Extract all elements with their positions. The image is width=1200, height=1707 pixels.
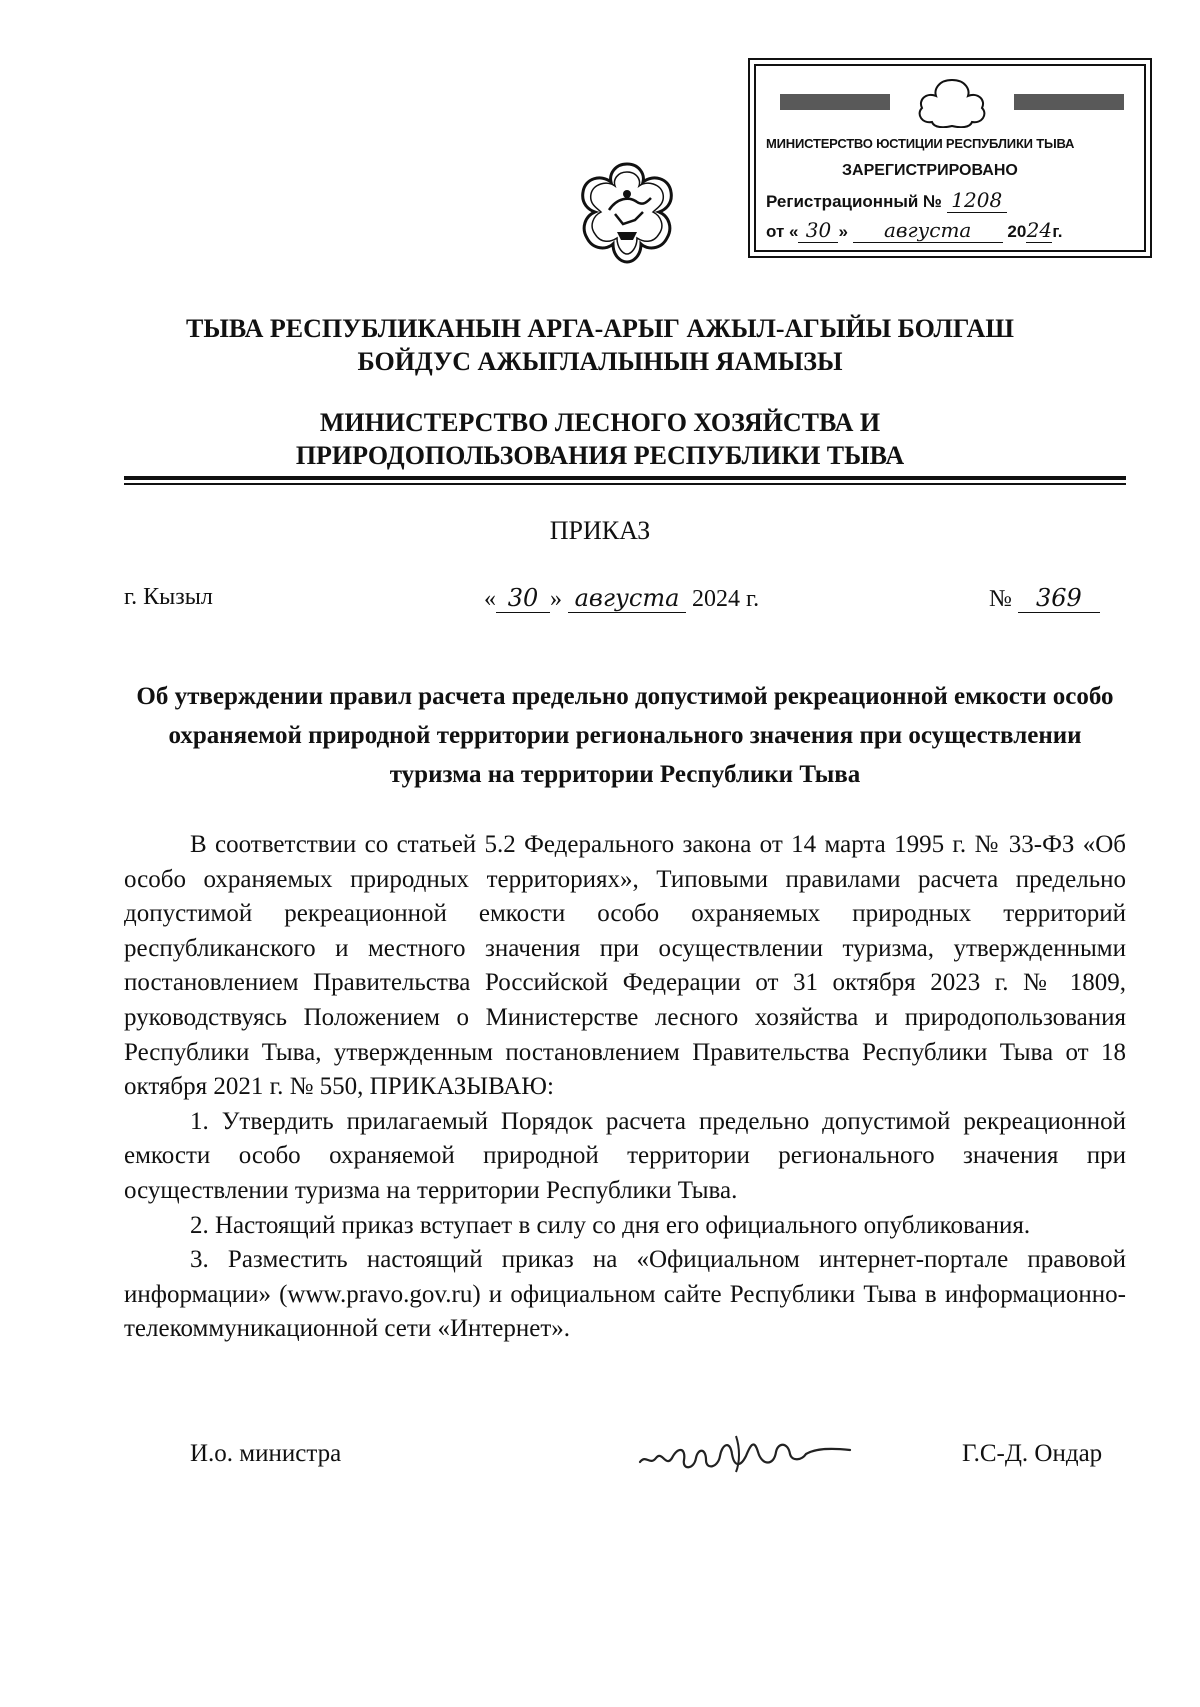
stamp-emblem-icon bbox=[776, 76, 1128, 128]
republic-emblem-icon bbox=[573, 158, 681, 266]
order-subject: Об утверждении правил расчета предельно допустимой рекреационной емкости особо охраняемой природной территории регионального значения при осуществлении туризма на территории Республики Тыва bbox=[136, 683, 1114, 788]
handwritten-signature bbox=[636, 1418, 856, 1488]
registration-stamp bbox=[754, 64, 1146, 252]
body-paragraph-item-1: 1. Утвердить прилагаемый Порядок расчета предельно допустимой рекреационной емкости особо охраняемой природной территории регионального значения при осуществлении туризма на территории Республики Тыва. bbox=[124, 1107, 1126, 1204]
order-date: « 30 » августа 2024 г. bbox=[484, 584, 760, 612]
order-number: № 369 bbox=[989, 584, 1100, 613]
signatory-name: Г.С-Д. Ондар bbox=[962, 1440, 1103, 1467]
stamp-registration-number: Регистрационный № 1208 bbox=[766, 188, 1007, 213]
stamp-ministry: МИНИСТЕРСТВО ЮСТИЦИИ РЕСПУБЛИКИ ТЫВА bbox=[766, 136, 1075, 151]
order-city: г. Кызыл bbox=[124, 584, 213, 610]
order-month: августа bbox=[568, 584, 686, 613]
header-divider-thin bbox=[124, 483, 1126, 485]
signatory-role: И.о. министра bbox=[190, 1440, 342, 1467]
stamp-date: от « 30 » августа 2024г. bbox=[766, 218, 1063, 242]
body-paragraph-item-3: 3. Разместить настоящий приказ на «Официальном интернет-портале правовой информации» (www.pravo.gov.ru) и официальном сайте Республики Тыва в информационно-телекоммуникационной сети «Интернет». bbox=[124, 1246, 1126, 1343]
stamp-reg-number-value: 1208 bbox=[947, 188, 1007, 213]
header-divider-thick bbox=[124, 476, 1126, 480]
order-title: ПРИКАЗ bbox=[549, 516, 651, 545]
order-body bbox=[124, 828, 1126, 1347]
body-paragraph-item-2: 2. Настоящий приказ вступает в силу со дня его официального опубликования. bbox=[190, 1211, 1031, 1239]
order-day: 30 bbox=[496, 584, 550, 613]
ministry-name: МИНИСТЕРСТВО ЛЕСНОГО ХОЗЯЙСТВА И ПРИРОДОПОЛЬЗОВАНИЯ РЕСПУБЛИКИ ТЫВА bbox=[295, 408, 905, 470]
body-paragraph-preamble: В соответствии со статьей 5.2 Федерального закона от 14 марта 1995 г. № 33-ФЗ «Об особо охраняемых природных территориях», Типовыми правилами расчета предельно допустимой рекреационной емкости особо охраняемых природных территорий республиканского и местного значения при осуществлении туризма, утвержденными постановлением Правительства Российской Федерации от 31 октября 2023 г. № 1809, руководствуясь Положением о Министерстве лесного хозяйства и природопользования Республики Тыва, утвержденным постановлением Правительства Республики Тыва от 18 октября 2021 г. № 550, ПРИКАЗЫВАЮ: bbox=[124, 831, 1126, 1101]
order-number-value: 369 bbox=[1018, 584, 1100, 613]
stamp-status: ЗАРЕГИСТРИРОВАНО bbox=[842, 162, 1018, 179]
tuvan-ministry-name: ТЫВА РЕСПУБЛИКАНЫН АРГА-АРЫГ АЖЫЛ-АГЫЙЫ БОЛГАШ БОЙДУС АЖЫГЛАЛЫНЫН ЯАМЫЗЫ bbox=[186, 314, 1014, 376]
